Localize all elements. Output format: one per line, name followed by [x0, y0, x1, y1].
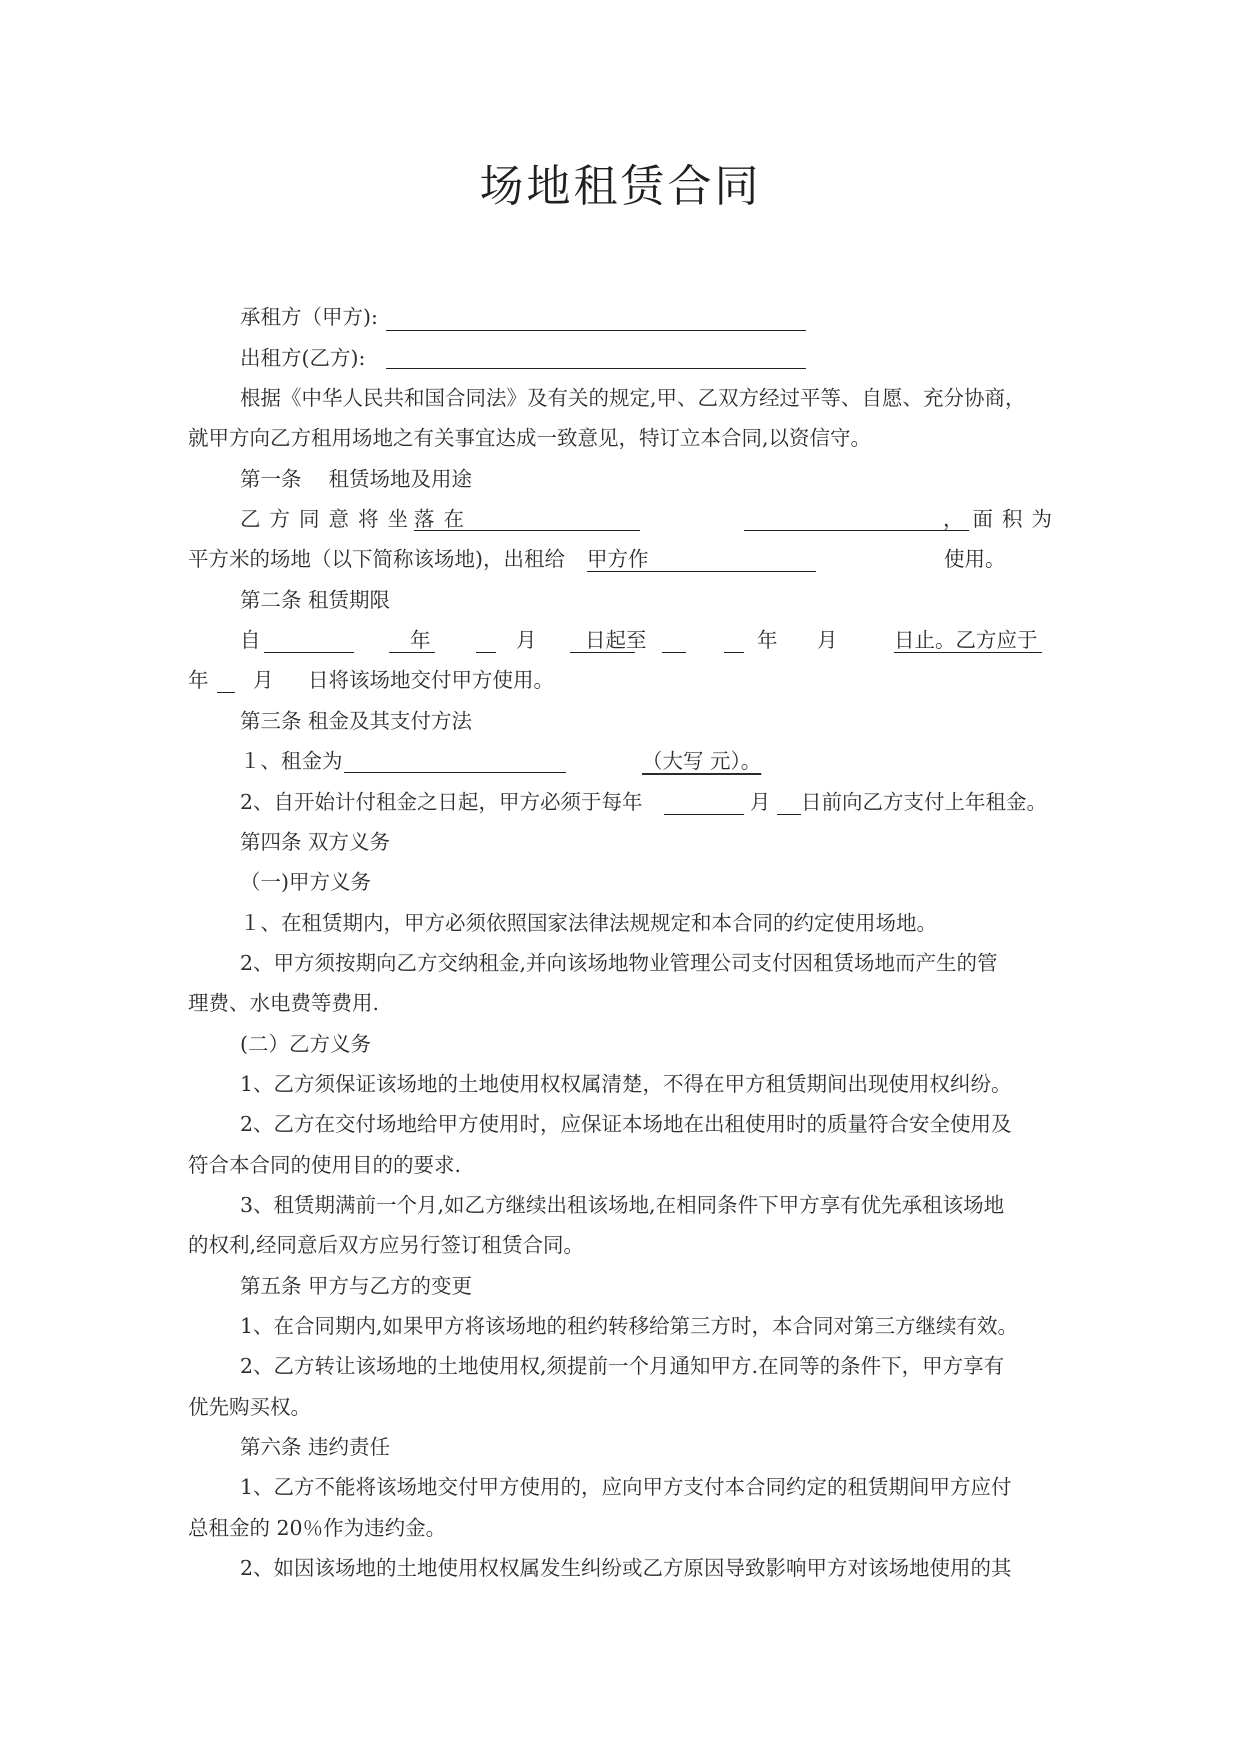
article-2-year-1: 年 [410, 628, 431, 652]
article-1-text-f: 使用。 [944, 547, 1006, 571]
party-b-label: 出租方(乙方): [240, 346, 366, 370]
start-day-blank [570, 652, 635, 653]
rent-in-words: （大写 元）。 [642, 749, 762, 773]
preamble-line-1: 根据《中华人民共和国合同法》及有关的规定,甲、乙双方经过平等、自愿、充分协商， [240, 386, 1026, 410]
party-b-duty-1: 1、乙方须保证该场地的土地使用权权属清楚，不得在甲方租赁期间出现使用权纠纷。 [240, 1072, 1012, 1096]
article-1-text-d: 平方米的场地（以下简称该场地)，出租给 [188, 547, 565, 571]
article-2-end-day: 日止。乙方应于 [894, 628, 1038, 652]
party-a-duties-heading: （一)甲方义务 [240, 870, 371, 894]
article-3-heading: 第三条 租金及其支付方法 [240, 709, 473, 733]
article-2-month-2: 月 [817, 628, 838, 652]
article-5-item-2-line-1: 2、乙方转让该场地的土地使用权,须提前一个月通知甲方.在同等的条件下，甲方享有 [240, 1354, 1005, 1378]
party-b-duty-2-line-1: 2、乙方在交付场地给甲方使用时，应保证本场地在出租使用时的质量符合安全使用及 [240, 1112, 1012, 1136]
article-5-item-2-line-2: 优先购买权。 [188, 1395, 311, 1419]
end-day-blank [894, 652, 1042, 653]
article-6-item-1-line-2: 总租金的 20％作为违约金。 [188, 1516, 447, 1540]
rent-label: １、租金为 [240, 749, 343, 773]
payment-text-c: 日前向乙方支付上年租金。 [801, 790, 1047, 814]
article-6-item-2-line-1: 2、如因该场地的土地使用权权属发生纠纷或乙方原因导致影响甲方对该场地使用的其 [240, 1556, 1012, 1580]
article-2-from: 自 [240, 628, 261, 652]
article-1-text-b: 落在 [414, 507, 473, 531]
party-a-blank [386, 330, 806, 331]
party-a-duty-2-line-1: 2、甲方须按期向乙方交纳租金,并向该场地物业管理公司支付因租赁场地而产生的管 [240, 951, 998, 975]
start-year-blank [264, 652, 354, 653]
payment-text-a: 2、自开始计付租金之日起，甲方必须于每年 [240, 790, 643, 814]
payment-month-blank [664, 814, 744, 815]
party-b-blank [386, 368, 806, 369]
article-5-item-1: 1、在合同期内,如果甲方将该场地的租约转移给第三方时，本合同对第三方继续有效。 [240, 1314, 1019, 1338]
start-month-blank [476, 652, 496, 653]
party-b-duty-2-line-2: 符合本合同的使用目的的要求. [188, 1153, 462, 1177]
payment-text-b: 月 [750, 790, 771, 814]
article-2-month-1: 月 [516, 628, 537, 652]
delivery-month-blank [217, 692, 235, 693]
article-6-heading: 第六条 违约责任 [240, 1435, 391, 1459]
purpose-blank [587, 571, 816, 572]
party-a-duty-2-line-2: 理费、水电费等费用. [188, 991, 380, 1015]
article-2-year-2: 年 [757, 628, 778, 652]
payment-day-blank [777, 814, 801, 815]
article-2-month-3: 月 [253, 668, 274, 692]
location-blank-2 [744, 530, 969, 531]
party-b-duty-3-line-2: 的权利,经同意后双方应另行签订租赁合同。 [188, 1233, 585, 1257]
location-blank-1 [414, 530, 640, 531]
article-2-start-day: 日起至 [585, 628, 647, 652]
document-title: 场地租赁合同 [479, 161, 762, 212]
article-2-year-3: 年 [188, 668, 209, 692]
article-1-text-a: 乙方同意将坐 [240, 507, 417, 531]
party-a-label: 承租方（甲方): [240, 305, 378, 329]
article-5-heading: 第五条 甲方与乙方的变更 [240, 1274, 473, 1298]
end-year-blank-2 [724, 652, 744, 653]
article-6-item-1-line-1: 1、乙方不能将该场地交付甲方使用的，应向甲方支付本合同约定的租赁期间甲方应付 [240, 1475, 1012, 1499]
start-year-blank-2 [389, 652, 435, 653]
article-1-text-c: ，面积为 [943, 507, 1061, 531]
article-4-heading: 第四条 双方义务 [240, 830, 391, 854]
preamble-line-2: 就甲方向乙方租用场地之有关事宜达成一致意见，特订立本合同,以资信守。 [188, 426, 872, 450]
party-b-duty-3-line-1: 3、租赁期满前一个月,如乙方继续出租该场地,在相同条件下甲方享有优先承租该场地 [240, 1193, 1005, 1217]
party-a-duty-1: １、在租赁期内，甲方必须依照国家法律法规规定和本合同的约定使用场地。 [240, 911, 937, 935]
end-year-blank [662, 652, 686, 653]
rent-amount-blank [344, 772, 566, 773]
article-2-delivery: 日将该场地交付甲方使用。 [308, 668, 554, 692]
article-1-heading: 第一条 租赁场地及用途 [240, 467, 473, 491]
article-1-text-e: 甲方作 [587, 547, 649, 571]
article-2-heading: 第二条 租赁期限 [240, 588, 391, 612]
party-b-duties-heading: (二）乙方义务 [240, 1032, 371, 1056]
